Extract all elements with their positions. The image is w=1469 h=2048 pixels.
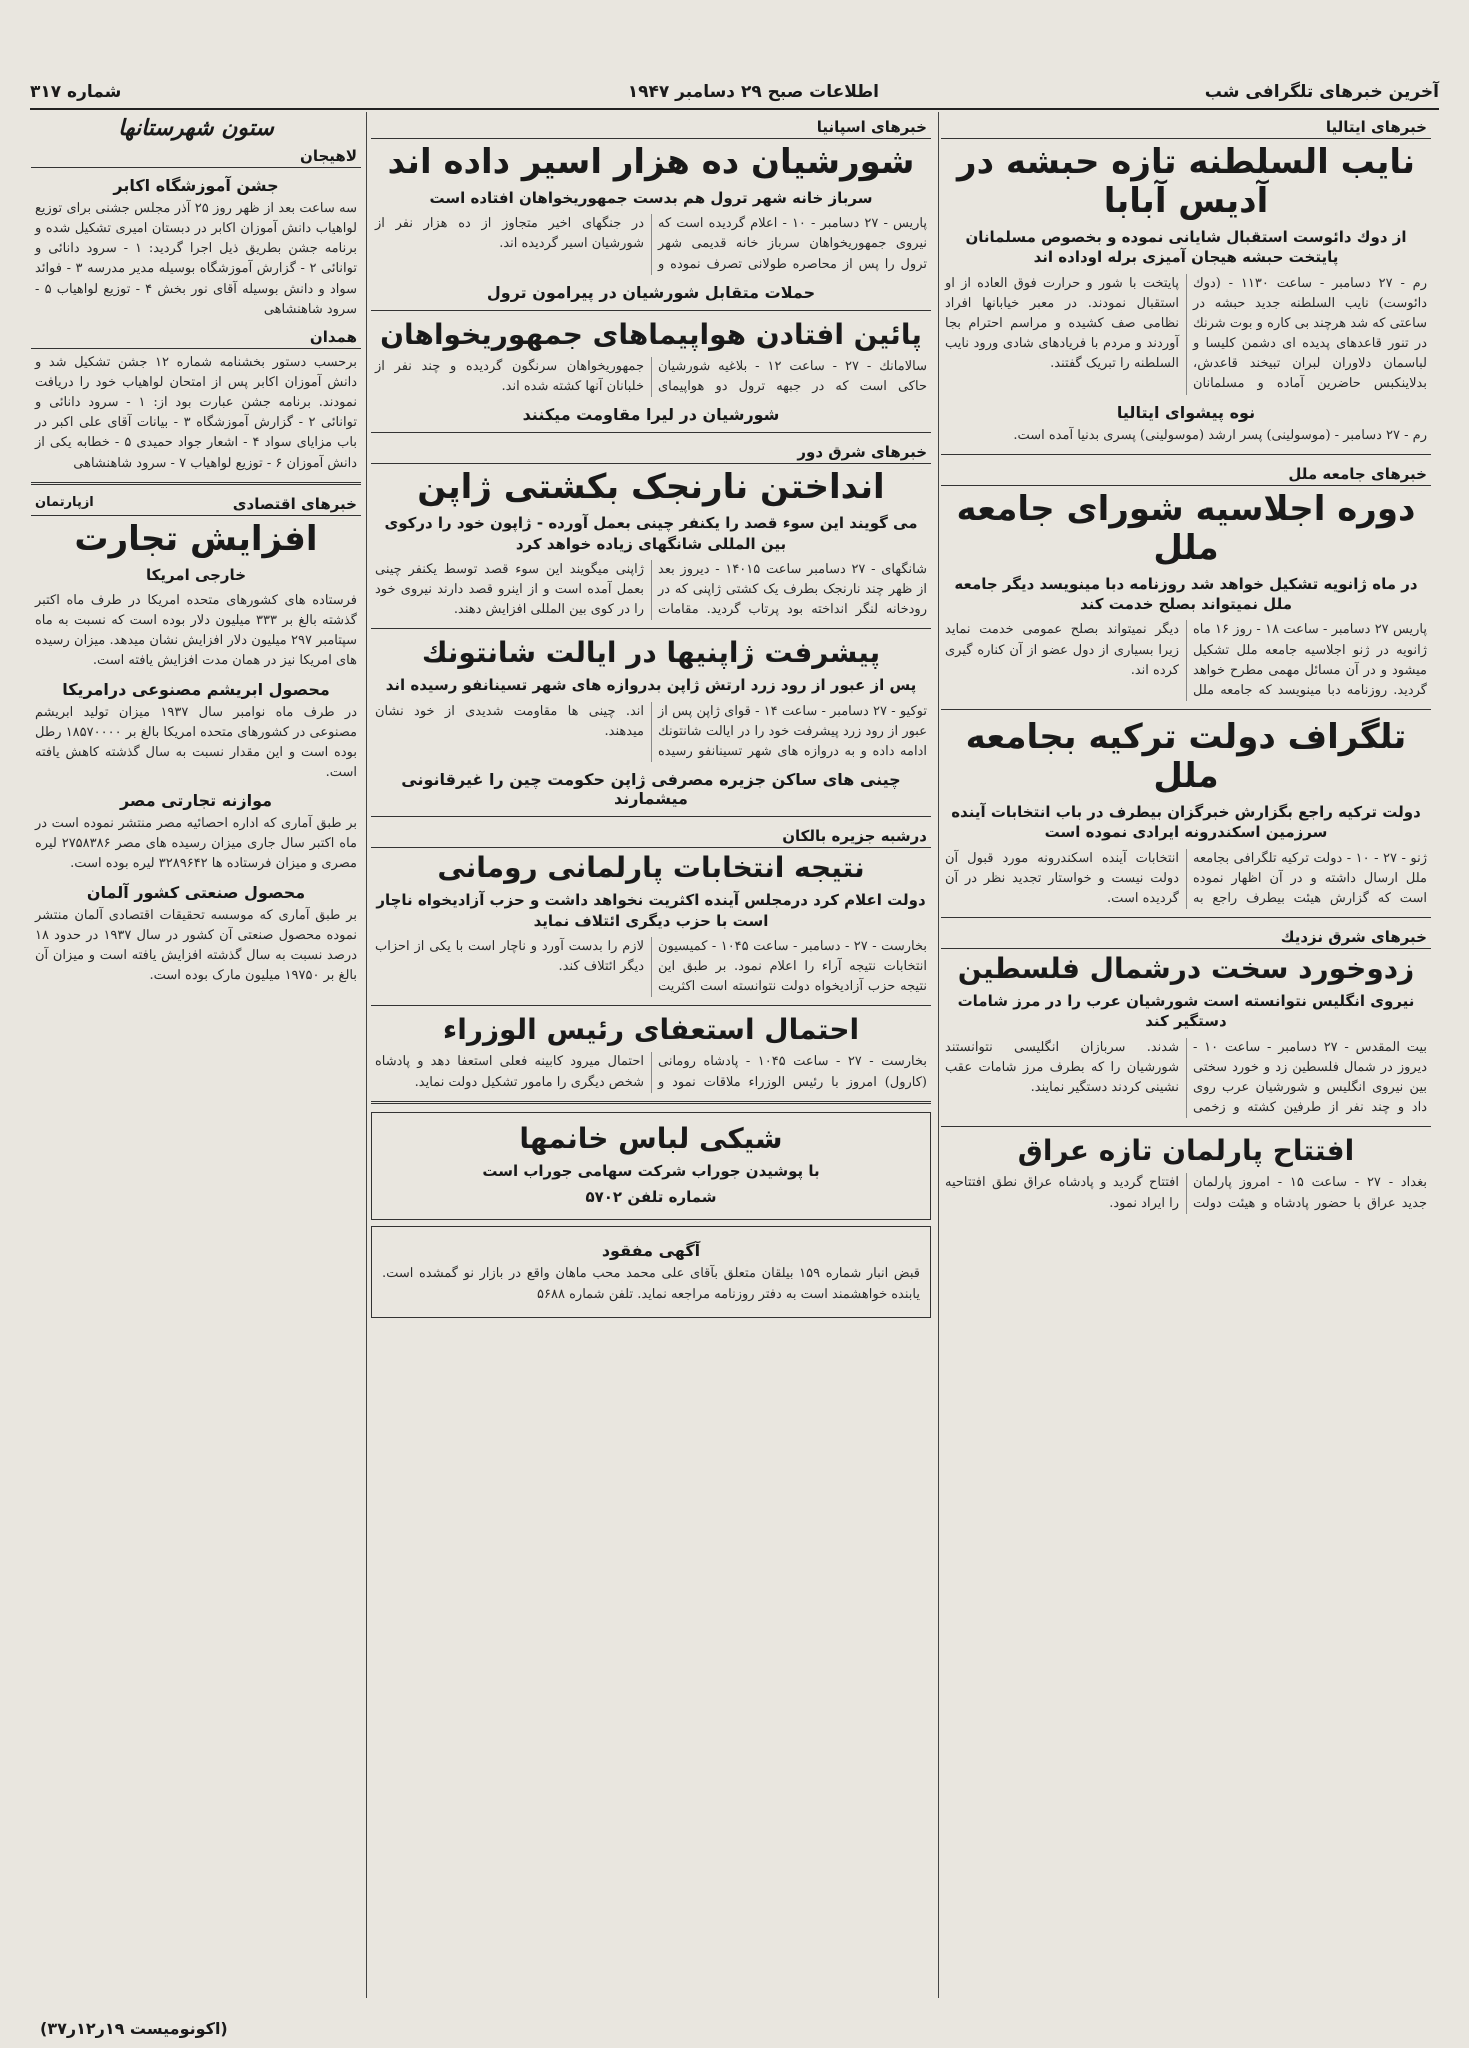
headline: پیشرفت ژاپنیها در ایالت شانتونك [421, 636, 881, 670]
column-rule [938, 112, 939, 1998]
headline: محصول صنعتی کشور آلمان [86, 882, 306, 902]
article-body: رم - ۲۷ دسامبر - ساعت ۱۱۳۰ - (دوك دائوست) نایب السلطنه جدید حبشه در ساعتی که شد هرچند بی کاره و بوت شرنك در تنور قاعدهای پدیده ای دشمن کلیسا و لباسمان دلاوران لبران تبیخند قاعدش، بدلاینکبس حاضرین آماده و مسلمانان پایتخت با شور و حرارت فوق العاده از او استقبال نمودند. در معبر خیابانها افراد نظامی صف کشیده و مراسم احترام بجا آوردند و مردم با فریادهای شادی ورود نایب السلطنه را تبریک گفتند. [945, 275, 1428, 392]
headline: نایب السلطنه تازه حبشه در آدیس آبابا [957, 142, 1415, 222]
article-body: ژنو - ۲۷ - ۱۰ - دولت ترکیه تلگرافی بجامعه ملل ارسال داشته و در آن اظهار نموده است که گزارش هیئت بیطرف راجع به انتخابات آینده اسکندرونه مورد قبول آن دولت نیست و خواستار تجدید نظر در آن گردیده است. [945, 850, 1427, 906]
masthead [30, 78, 1439, 110]
notice-title: آگهی مفقود [601, 1241, 701, 1261]
article-body: بخارست - ۲۷ - دسامبر - ساعت ۱۰۴۵ - کمیسیون انتخابات نتیجه آراء را اعلام نمود. بر طبق این نتیجه حزب آزادیخواه دولت نتوانسته است اکثریت لازم را بدست آورد و ناچار است با یکی از احزاب دیگر ائتلاف کند. [375, 938, 927, 995]
subheadline: می گویند این سوء قصد را یکنفر چینی بعمل آورده - ژاپون خود را درکوی بین المللی شانگهای زیاده خواهد کرد [384, 514, 918, 553]
article-body: توکیو - ۲۷ دسامبر - ساعت ۱۴ - قوای ژاپن پس از عبور از رود زرد پیشرفت خود را در ایالت شانتونك ادامه داده و به دروازه های شهر تسینانفو رسیده اند. چینی ها مقاومت شدیدی از خود نشان میدهند. [375, 703, 927, 759]
city-label: همدان [31, 326, 361, 349]
headline: محصول ابریشم مصنوعی درامریکا [62, 679, 330, 699]
article-body: برحسب دستور بخشنامه شماره ۱۲ جشن تشکیل شد و دانش آموزان اکابر پس از امتحان لواهیاب خود را دریافت نمودند. برنامه جشن عبارت بود از: ۱ - سرود دانائی و توانائی ۲ - گزارش آموزشگاه ۳ - بیانات آقای علی اکبر در باب مزایای سواد ۴ - اشعار جواد حمیدی ۵ - خطابه یکی از دانش آموزان ۶ - توزیع لواهیاب ۷ - سرود شاهنشاهی [35, 354, 358, 471]
headline: موازنه تجارتی مصر [119, 791, 273, 811]
subheadline: نیروی انگلیس نتوانسته است شورشیان عرب را در مرز شامات دستگیر کند [957, 992, 1415, 1031]
masthead-date: اطلاعات صبح ۲۹ دسامبر ۱۹۴۷ [627, 82, 879, 102]
notice-body: قبض انبار شماره ۱۵۹ بیلقان متعلق بآقای علی محمد محب ماهان واقع در بازار نو گمشده است. یابنده خواهشمند است به دفتر روزنامه مراجعه نماید. تلفن شماره ۵۶۸۸ [382, 1266, 920, 1302]
masthead-section: آخرين خبرهای تلگرافی شب [1204, 82, 1439, 102]
subheadline: پس از عبور از رود زرد ارتش ژاپن بدروازه های شهر تسینانفو رسیده اند [385, 676, 917, 695]
section-label: خبرهای ایتالیا [941, 116, 1431, 139]
headline: دوره اجلاسیه شورای جامعه ملل [956, 488, 1416, 568]
subheadline: از دوك دائوست استقبال شایانی نموده و بخصوص مسلمانان پایتخت حبشه هیجان آمیزی برله اوداده اند [965, 228, 1407, 267]
source-footer: (اکونومیست ۱۹ر۱۲ر۳۷) [40, 2019, 228, 2038]
note-headline: حملات متقابل شورشیان در پیرامون ترول [486, 282, 816, 302]
article-body: سالامانك - ۲۷ - ساعت ۱۲ - بلاغیه شورشیان حاکی است که در جبهه ترول دو هواپیمای جمهوریخواهان سرنگون گردیده و چند نفر از خلبانان آنها کشته شده اند. [375, 358, 927, 395]
masthead-issue: شماره ۳۱۷ [30, 82, 122, 102]
section-label: خبرهای شرق دور [371, 441, 931, 464]
headline: تلگراف دولت ترکیه بجامعه ملل [965, 716, 1407, 797]
headline: احتمال استعفای رئیس الوزراء [442, 1013, 860, 1047]
section-label-tag: ازپارتمان [35, 494, 94, 510]
article-body: پاریس ۲۷ دسامبر - ساعت ۱۸ - روز ۱۶ ماه ژانویه در ژنو اجلاسیه جامعه ملل تشکیل میشود و در آن مسائل مهمی مطرح خواهد گردید. روزنامه دبا مینویسد که جامعه ملل دیگر نمیتواند بصلح عمومی خدمت نماید زیرا بسیاری از دول عضو از آن کناره گیری کرده اند. [945, 622, 1427, 698]
article-body: بخارست - ۲۷ - ساعت ۱۰۴۵ - پادشاه رومانی (کارول) امروز با رئیس الوزراء ملاقات نمود و احتمال میرود کابینه فعلی استعفا دهد و پادشاه شخص دیگری را مامور تشکیل دولت نماید. [375, 1054, 927, 1090]
headline: شورشیان ده هزار اسیر داده اند [387, 142, 915, 182]
ad-title: شیکی لباس خانمها [519, 1121, 783, 1155]
section-label: خبرهای اسپانیا [371, 116, 931, 139]
ad-subtitle: با پوشیدن جوراب شرکت سهامی جوراب است [482, 1161, 820, 1180]
article-body: فرستاده های کشورهای متحده امریکا در طرف ماه اکتبر گذشته بالغ بر ۳۳۳ میلیون دلار بوده است که نسبت به ماه سپتامبر ۲۹۷ میلیون دلار افزایش نشان میدهد. میزان رسیده های امریکا نیز در همان مدت افزایش یافته است. [35, 593, 357, 669]
headline: جشن آموزشگاه اکابر [113, 176, 279, 195]
notice [371, 1226, 931, 1317]
section-label-text: خبرهای اقتصادی [232, 494, 357, 513]
section-label: خبرهای شرق نزدیك [941, 926, 1431, 949]
left-column [31, 112, 361, 1998]
subheadline: خارجی امریکا [145, 565, 247, 584]
section-label: درشبه جزیره بالکان [371, 825, 931, 848]
article-body: شانگهای - ۲۷ دسامبر ساعت ۱۴۰۱۵ - دیروز بعد از ظهر چند نارنجک بطرف یک کشتی ژاپنی که در رودخانه لنگر انداخته بود پرتاب گردید. مقامات ژاپنی میگویند این سوء قصد توسط یکنفر چینی بعمل آمده است و از اینرو قصد دارند نیروی خود را در کوی بین المللی افزایش دهند. [375, 561, 927, 618]
ad-phone: شماره تلفن ۵۷۰۲ [585, 1188, 717, 1207]
headline: افتتاح پارلمان تازه عراق [1017, 1134, 1355, 1168]
article-body: سه ساعت بعد از ظهر روز ۲۵ آذر مجلس جشنی برای توزیع لواهیاب دانش آموزان اکابر در دبستان امیری تشکیل شده و برنامه جشن بطریق ذیل اجرا گردید: ۱ - سرود دانائی و توانائی ۲ - گزارش آموزشگاه بوسیله مدیر مدرسه ۳ - فوائد سواد و دانش بوسیله آقای نور بخش ۴ - توزیع لواهیاب ۵ - سرود شاهنشاهی [35, 201, 357, 317]
headline: انداختن نارنجک بکشتی ژاپن [417, 467, 885, 508]
subheadline: در ماه ژانویه تشکیل خواهد شد روزنامه دبا مینویسد دیگر جامعه ملل نمیتواند بصلح خدمت کند [954, 574, 1418, 614]
subheadline: دولت ترکیه راجع بگزارش خبرگزان بیطرف در باب انتخابات آینده سرزمین اسکندرونه ایرادی نموده است [951, 803, 1421, 842]
column-title: ستون شهرستانها [118, 116, 274, 141]
article-body: پاریس - ۲۷ دسامبر - ۱۰ - اعلام گردیده است که نیروی جمهوریخواهان سرباز خانه قدیمی شهر ترول را پس از محاصره طولانی تصرف نموده و در جنگهای اخیر متجاوز از ده هزار نفر از شورشیان اسیر گردیده اند. [375, 216, 927, 272]
column-rule [366, 112, 367, 1998]
advertisement [371, 1112, 931, 1221]
note-headline: چینی های ساکن جزیره مصرفی ژاپن حکومت چین را غیرقانونی میشمارند [401, 770, 901, 809]
article-body: بر طبق آماری که موسسه تحقیقات اقتصادی آلمان منتشر نموده محصول صنعتی آن کشور در سال ۱۹۳۷ در حدود ۱۸ درصد نسبت به سال گذشته افزایش یافته است و میزان آن بالغ بر ۱۹۷۵۰ میلیون مارک بوده است. [35, 907, 357, 983]
article-body: بغداد - ۲۷ - ساعت ۱۵ - امروز پارلمان جدید عراق با حضور پادشاه و هیئت دولت افتتاح گردید و پادشاه عراق نطق افتتاحیه را ایراد نمود. [945, 1175, 1427, 1211]
middle-column [371, 112, 931, 1998]
right-column [941, 112, 1431, 1998]
article-body: بیت المقدس - ۲۷ دسامبر - ساعت ۱۰ - دیروز در شمال فلسطین زد و خورد سختی بین نیروی انگلیس و شورشیان عرب روی داد و چند نفر از طرفین کشته و زخمی شدند. سربازان انگلیسی نتوانستند شورشیان را که بطرف مرز شامات عقب نشینی کردند دستگیر نمایند. [945, 1039, 1428, 1116]
section-label: خبرهای جامعه ملل [941, 463, 1431, 486]
headline: نتیجه انتخابات پارلمانی رومانی [437, 851, 865, 885]
section-label [31, 493, 361, 516]
note-headline: نوه پیشوای ایتالیا [1116, 402, 1256, 422]
note-headline: شورشیان در لیرا مقاومت میکنند [522, 405, 780, 425]
subheadline: سرباز خانه شهر ترول هم بدست جمهوریخواهان افتاده است [429, 189, 873, 208]
article-body: رم - ۲۷ دسامبر - (موسولینی) پسر ارشد (موسولینی) پسری بدنیا آمده است. [1013, 427, 1427, 443]
article-body: در طرف ماه نوامبر سال ۱۹۳۷ میزان تولید ابریشم مصنوعی در کشورهای متحده امریکا بالغ بر ۱۸۵۷۰۰۰۰ رطل بوده است و این مقدار نسبت به سال گذشته کاهش یافته است. [35, 704, 357, 781]
subheadline: دولت اعلام کرد درمجلس آینده اکثریت نخواهد داشت و حزب آزادیخواه ناچار است با حزب دیگری ائتلاف نماید [376, 891, 926, 930]
headline: زدوخورد سخت درشمال فلسطین [957, 952, 1415, 986]
city-label: لاهیجان [31, 145, 361, 168]
article-body: بر طبق آماری که اداره احصائیه مصر منتشر نموده است در ماه اکتبر سال جاری میزان رسیده های مصر ۲۷۵۸۳۸۶ لیره مصری و میزان فرستاده ها ۳۲۸۹۶۴۲ لیره بوده است. [35, 816, 357, 872]
headline: پائین افتادن هواپیماهای جمهوریخواهان [380, 317, 922, 351]
headline: افزایش تجارت [74, 518, 318, 559]
